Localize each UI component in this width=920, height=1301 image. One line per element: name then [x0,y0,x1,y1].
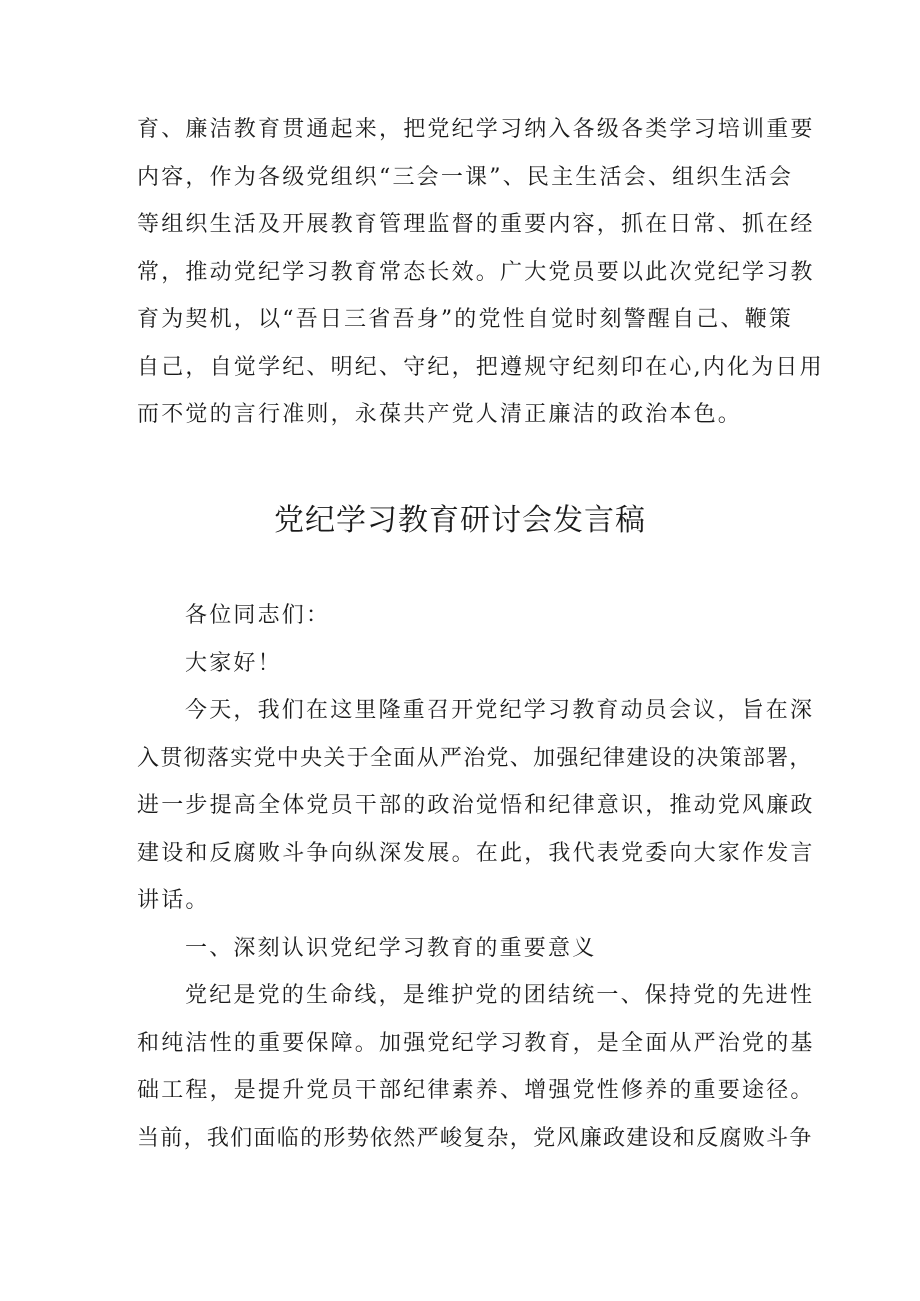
text-line: 进一步提高全体党员干部的政治觉悟和纪律意识，推动党风廉政 [137,793,815,818]
text-line: 党纪是党的生命线，是维护党的团结统一、保持党的先进性 [185,983,815,1008]
document-title: 党纪学习教育研讨会发言稿 [274,503,646,538]
text-line: 等组织生活及开展教育管理监督的重要内容，抓在日常、抓在经 [137,212,815,237]
greeting: 大家好！ [185,650,282,676]
text-line: 和纯洁性的重要保障。加强党纪学习教育，是全面从严治党的基 [137,1030,815,1056]
intro-paragraph [137,106,824,439]
text-line: 育为契机，以“吾日三省吾身”的党性自觉时刻警醒自己、鞭策 [137,307,794,332]
text-line: 建设和反腐败斗争向纵深发展。在此，我代表党委向大家作发言 [137,840,815,866]
text-line: 入贯彻落实党中央关于全面从严治党、加强纪律建设的决策部署， [137,745,813,771]
text-line: 当前，我们面临的形势依然严峻复杂，党风廉政建设和反腐败斗争 [137,1125,813,1151]
text-line: 育、廉洁教育贯通起来，把党纪学习纳入各级各类学习培训重要 [137,117,815,142]
salutation: 各位同志们： [185,603,331,628]
text-line: 内容，作为各级党组织“三会一课”、民主生活会、组织生活会 [137,164,794,190]
speech-body [137,592,815,1162]
text-line: 今天，我们在这里隆重召开党纪学习教育动员会议，旨在深 [185,698,815,723]
text-line: 而不觉的言行准则，永葆共产党人清正廉洁的政治本色。 [137,402,743,427]
text-line: 自己，自觉学纪、明纪、守纪，把遵规守纪刻印在心,内化为日用 [137,354,824,380]
text-line: 讲话。 [137,888,210,913]
text-line: 础工程，是提升党员干部纪律素养、增强党性修养的重要途径。 [137,1078,815,1103]
text-line: 常，推动党纪学习教育常态长效。广大党员要以此次党纪学习教 [137,259,815,285]
section-heading: 一、深刻认识党纪学习教育的重要意义 [185,935,597,961]
